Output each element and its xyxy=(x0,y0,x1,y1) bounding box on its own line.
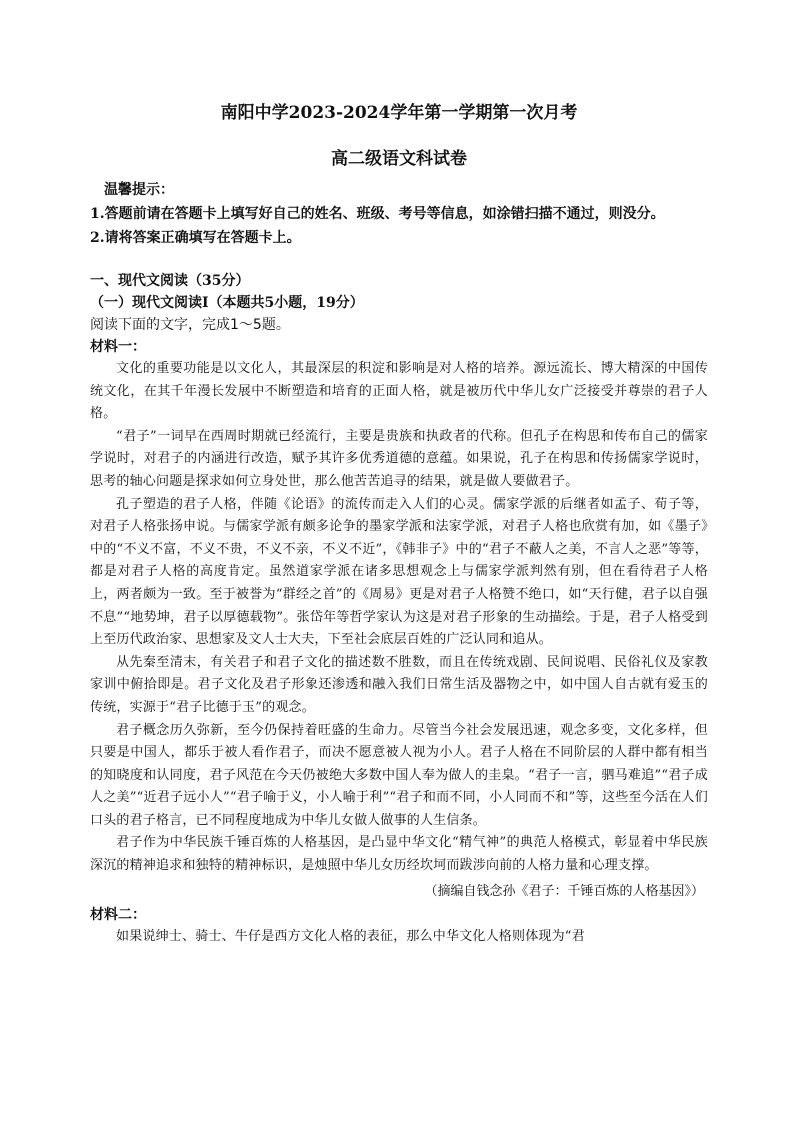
notice-item: 1.答题前请在答题卡上填写好自己的姓名、班级、考号等信息，如涂错扫描不通过，则没分。 xyxy=(90,206,665,222)
material-label: 材料二： xyxy=(90,906,146,923)
source-citation: （摘编自钱念孙《君子：千锤百炼的人格基因》） xyxy=(424,883,704,899)
reading-instruction: 阅读下面的文字，完成1～5题。 xyxy=(90,317,290,333)
paragraph: 从先秦至清末，有关君子和君子文化的描述数不胜数，而且在传统戏剧、民间说唱、民俗礼仪及家教家训中俯拾即是。君子文化及君子形象还渗透和融入我们日常生活及器物之中，如中国人自古就有爱玉的传统，实源于“君子比德于玉”的观念。 xyxy=(90,654,708,715)
paragraph: 如果说绅士、骑士、牛仔是西方文化人格的表征，那么中华文化人格则体现为“君 xyxy=(116,928,585,944)
notice-item: 2.请将答案正确填写在答题卡上。 xyxy=(90,230,301,246)
paragraph: 君子作为中华民族千锤百炼的人格基因，是凸显中华文化“精气神”的典范人格模式，彰显着中华民族深沉的精神追求和独特的精神标识，是烛照中华儿女历经坎坷而跋涉向前的人格力量和心理支撑。 xyxy=(90,835,708,874)
spacer xyxy=(90,250,708,270)
notice-heading: 温馨提示： xyxy=(104,182,174,198)
exam-title: 南阳中学2023-2024学年第一学期第一次月考 xyxy=(220,103,578,123)
paragraph: 文化的重要功能是以文化人，其最深层的积淀和影响是对人格的培养。源远流长、博大精深的中国传统文化，在其千年漫长发展中不断塑造和培育的正面人格，就是被历代中华儿女广泛接受并尊崇的君子人格。 xyxy=(90,361,708,422)
notice-block xyxy=(90,178,708,250)
section-title: 一、现代文阅读（35分） xyxy=(90,273,250,289)
subsection-title: （一）现代文阅读Ⅰ（本题共5小题，19分） xyxy=(90,295,364,311)
paragraph: 君子概念历久弥新，至今仍保持着旺盛的生命力。尽管当今社会发展迅速，观念多变，文化多样，但只要是中国人，都乐于被人看作君子，而决不愿意被人视为小人。君子人格在不同阶层的人群中都有相当的知晓度和认同度，君子风范在今天仍被绝大多数中国人奉为做人的圭臬。“君子一言，驷马难追”“君子成人之美”“近君子远小人”“君子喻于义，小人喻于利”“君子和而不同，小人同而不和”等，这些至今活在人们口头的君子格言，已不同程度地成为中华儿女做人做事的人生信条。 xyxy=(90,722,708,828)
paragraph: 孔子塑造的君子人格，伴随《论语》的流传而走入人们的心灵。儒家学派的后继者如孟子、荀子等，对君子人格张扬申说。与儒家学派有颇多论争的墨家学派和法家学派，对君子人格也欣赏有加，如《墨子》中的“不义不富，不义不贵，不义不亲，不义不近”，《韩非子》中的“君子不蔽人之美，不言人之恶”等等，都是对君子人格的高度肯定。虽然道家学派在诸多思想观念上与儒家学派判然有别，但在看待君子人格上，两者颇为一致。至于被誉为“群经之首”的《周易》更是对君子人格赞不绝口，如“天行健，君子以自强不息”“地势坤，君子以厚德载物”。张岱年等哲学家认为这是对君子形象的生动描绘。于是，君子人格受到上至历代政治家、思想家及文人士大夫，下至社会底层百姓的广泛认同和追从。 xyxy=(90,496,708,648)
paragraph: “君子”一词早在西周时期就已经流行，主要是贵族和执政者的代称。但孔子在构思和传布自己的儒家学说时，对君子的内涵进行改造，赋予其许多优秀道德的意蕴。如果说，孔子在构思和传扬儒家学说时，思考的轴心问题是探求如何立身处世，那么他苦苦追寻的结果，就是做人要做君子。 xyxy=(90,428,708,489)
material-label: 材料一： xyxy=(90,339,146,355)
exam-subtitle: 高二级语文科试卷 xyxy=(331,149,467,169)
